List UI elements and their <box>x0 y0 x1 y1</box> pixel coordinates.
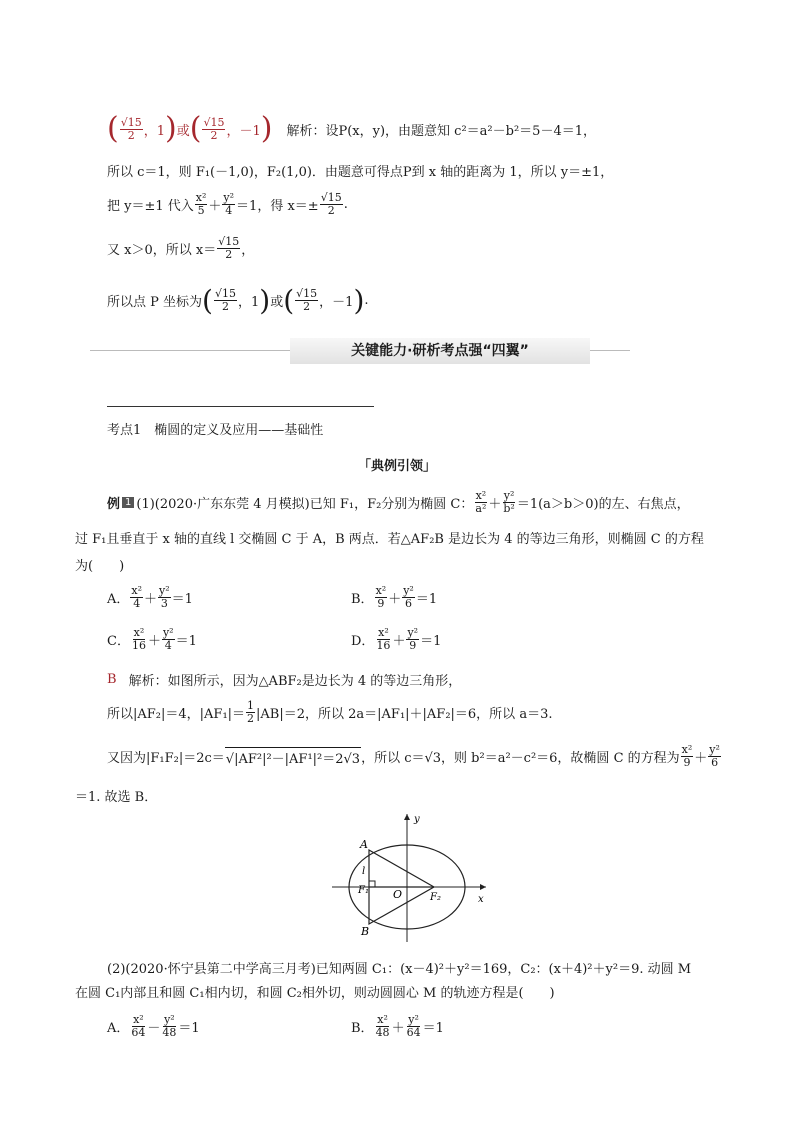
text: ，－1 <box>319 295 354 310</box>
example-line: 过 F₁且垂直于 x 轴的直线 l 交椭圆 C 于 A，B 两点．若△AF₂B 是边长为 4 的等边三角形，则椭圆 C 的方程 <box>75 532 704 547</box>
label-x: x <box>478 894 484 905</box>
fraction: $\frac{√15}{2}$ <box>203 115 225 142</box>
option-b: B． $\frac{\text{x²}}{48}$ ＋ $\frac{\text{y²}}{64}$ ＝1 <box>351 1013 444 1039</box>
solution-line <box>107 284 369 317</box>
option-a: A． $\frac{\text{x²}}{4}$ ＋ $\frac{\text{y²}}{3}$ ＝1 <box>107 584 193 610</box>
answer-y1: ，1 <box>143 123 166 139</box>
text: ， <box>241 243 255 258</box>
left-paren: ( <box>107 111 119 146</box>
text: 又因为|F₁F₂|＝2c＝ <box>107 751 225 766</box>
text: |AB|＝2，所以 2a＝|AF₁|＋|AF₂|＝6，所以 a＝3. <box>256 707 553 722</box>
fraction: $\frac{\text{y²}}{6}$ <box>709 743 720 769</box>
text: ，所以 c＝√3，则 b²＝a²－c²＝6，故椭圆 C 的方程为 <box>361 751 680 766</box>
solution-line <box>107 670 461 689</box>
x-arrow-icon <box>480 884 486 890</box>
fraction: $\frac{√15}{2}$ <box>296 287 318 313</box>
fraction: $\frac{√15}{2}$ <box>218 235 240 261</box>
option-b: B． $\frac{\text{x²}}{9}$ ＋ $\frac{\text{y²}}{6}$ ＝1 <box>351 584 438 610</box>
label-b: B <box>361 925 370 938</box>
solution-line <box>107 700 552 725</box>
right-paren: ) <box>260 111 273 146</box>
label-a: A <box>360 838 368 851</box>
divider <box>590 350 630 351</box>
text: 又 x＞0，所以 x＝ <box>107 243 217 258</box>
left-paren: ( <box>189 111 202 146</box>
right-angle-mark <box>369 881 375 887</box>
lead-heading: 「典例引领」 <box>357 459 436 474</box>
right-paren: ) <box>353 284 365 317</box>
fraction: $\frac{\text{y²}}{\text{b²}}$ <box>503 489 515 515</box>
text: 解析：如图所示，因为△ABF₂是边长为 4 的等边三角形， <box>128 674 462 689</box>
example-line: 为( ) <box>75 559 125 574</box>
text: ＝1(a＞b＞0)的左、右焦点， <box>516 497 690 512</box>
solution-line: 把 y＝±1 代入 $\frac{\text{x²}}{5}$ ＋ $\frac{\text{y²}}{4}$ ＝1，得 x＝± $\frac{√15}{2}$ . <box>107 191 348 217</box>
solution-line: 所以 c＝1，则 F₁(－1,0)，F₂(1,0)．由题意可得点P到 x 轴的距离为 1，所以 y＝±1， <box>107 165 614 180</box>
text: 所以|AF₂|＝4，|AF₁|＝ <box>107 707 246 722</box>
example-badge: 1 <box>122 497 134 508</box>
text: (1)(2020·广东东莞 4 月模拟)已知 F₁，F₂分别为椭圆 C： <box>136 497 474 512</box>
text: . <box>343 197 348 212</box>
analysis-text: 解析：设P(x，y)，由题意知 c²＝a²－b²＝5－4＝1， <box>286 123 596 139</box>
label-l: l <box>362 866 366 877</box>
text: ＝1，得 x＝± <box>236 199 319 214</box>
section-heading: 考点1 椭圆的定义及应用——基础性 <box>107 423 324 438</box>
fraction: $\frac{√15}{2}$ <box>120 115 142 142</box>
ellipse-figure <box>330 812 490 944</box>
fraction: $\frac{√15}{2}$ <box>214 287 236 313</box>
fraction: $\frac{\text{x²}}{5}$ <box>195 191 207 217</box>
right-paren: ) <box>165 111 177 146</box>
sqrt-expression: √|AF²|²－|AF¹|²＝2√3 <box>225 747 361 767</box>
solution-line: ＝1. 故选 B． <box>75 790 158 805</box>
example-line: 例 1 (1)(2020·广东东莞 4 月模拟)已知 F₁，F₂分别为椭圆 C： $\frac{\text{x²}}{\text{a²}}$ ＋ $\frac{\text{y²}}{\text{b²}}$ ＝1(a＞b＞0)的左、右焦点， <box>107 489 690 515</box>
example-line: 在圆 C₁内部且和圆 C₁相内切，和圆 C₂相外切，则动圆圆心 M 的轨迹方程是( ) <box>75 986 555 1001</box>
fraction: $\frac{\text{x²}}{9}$ <box>681 743 693 769</box>
solution-line <box>107 236 254 261</box>
answer-line <box>107 111 596 146</box>
label-f1: F₁ <box>358 885 369 896</box>
text: 把 y＝±1 代入 <box>107 199 194 214</box>
divider <box>107 406 374 407</box>
example-line: (2)(2020·怀宁县第二中学高三月考)已知两圆 C₁：(x－4)²＋y²＝169，C₂：(x＋4)²＋y²＝9. 动圆 M <box>107 962 692 977</box>
fraction: $\frac{\text{y²}}{4}$ <box>223 191 235 217</box>
divider <box>90 350 290 351</box>
solution-line: 又因为|F₁F₂|＝2c＝ √|AF²|²－|AF¹|²＝2√3 ，所以 c＝√3，则 b²＝a²－c²＝6，故椭圆 C 的方程为 $\frac{\text{x²}}{9}$ ＋ $\frac{\text{y²}}{6}$ <box>107 743 720 769</box>
section-banner <box>90 338 630 364</box>
fraction: $\frac{\text{x²}}{\text{a²}}$ <box>475 489 487 515</box>
text: ，1 <box>237 295 260 310</box>
option-d: D． $\frac{\text{x²}}{16}$ ＋ $\frac{\text{y²}}{9}$ ＝1 <box>351 626 442 652</box>
answer-y2: ，－1 <box>226 123 261 139</box>
fraction: $\frac{√15}{2}$ <box>320 191 342 217</box>
answer-or: 或 <box>176 123 190 139</box>
left-paren: ( <box>202 284 213 317</box>
y-arrow-icon <box>404 814 410 820</box>
fraction: $\frac{1}{2}$ <box>247 699 255 725</box>
option-a: A． $\frac{\text{x²}}{64}$ － $\frac{\text{y²}}{48}$ ＝1 <box>107 1013 200 1039</box>
banner-title: 关键能力·研析考点强“四翼” <box>290 338 590 364</box>
option-c: C． $\frac{\text{x²}}{16}$ ＋ $\frac{\text{y²}}{4}$ ＝1 <box>107 626 197 652</box>
example-label: 例 <box>107 497 121 512</box>
label-o: O <box>393 888 403 901</box>
text: . <box>364 293 369 308</box>
answer-letter: B <box>107 672 117 687</box>
text: 或 <box>270 295 284 310</box>
left-paren: ( <box>283 284 295 317</box>
text: 所以点 P 坐标为 <box>107 295 203 310</box>
label-f2: F₂ <box>430 892 441 903</box>
label-y: y <box>414 814 420 825</box>
right-paren: ) <box>259 284 271 317</box>
